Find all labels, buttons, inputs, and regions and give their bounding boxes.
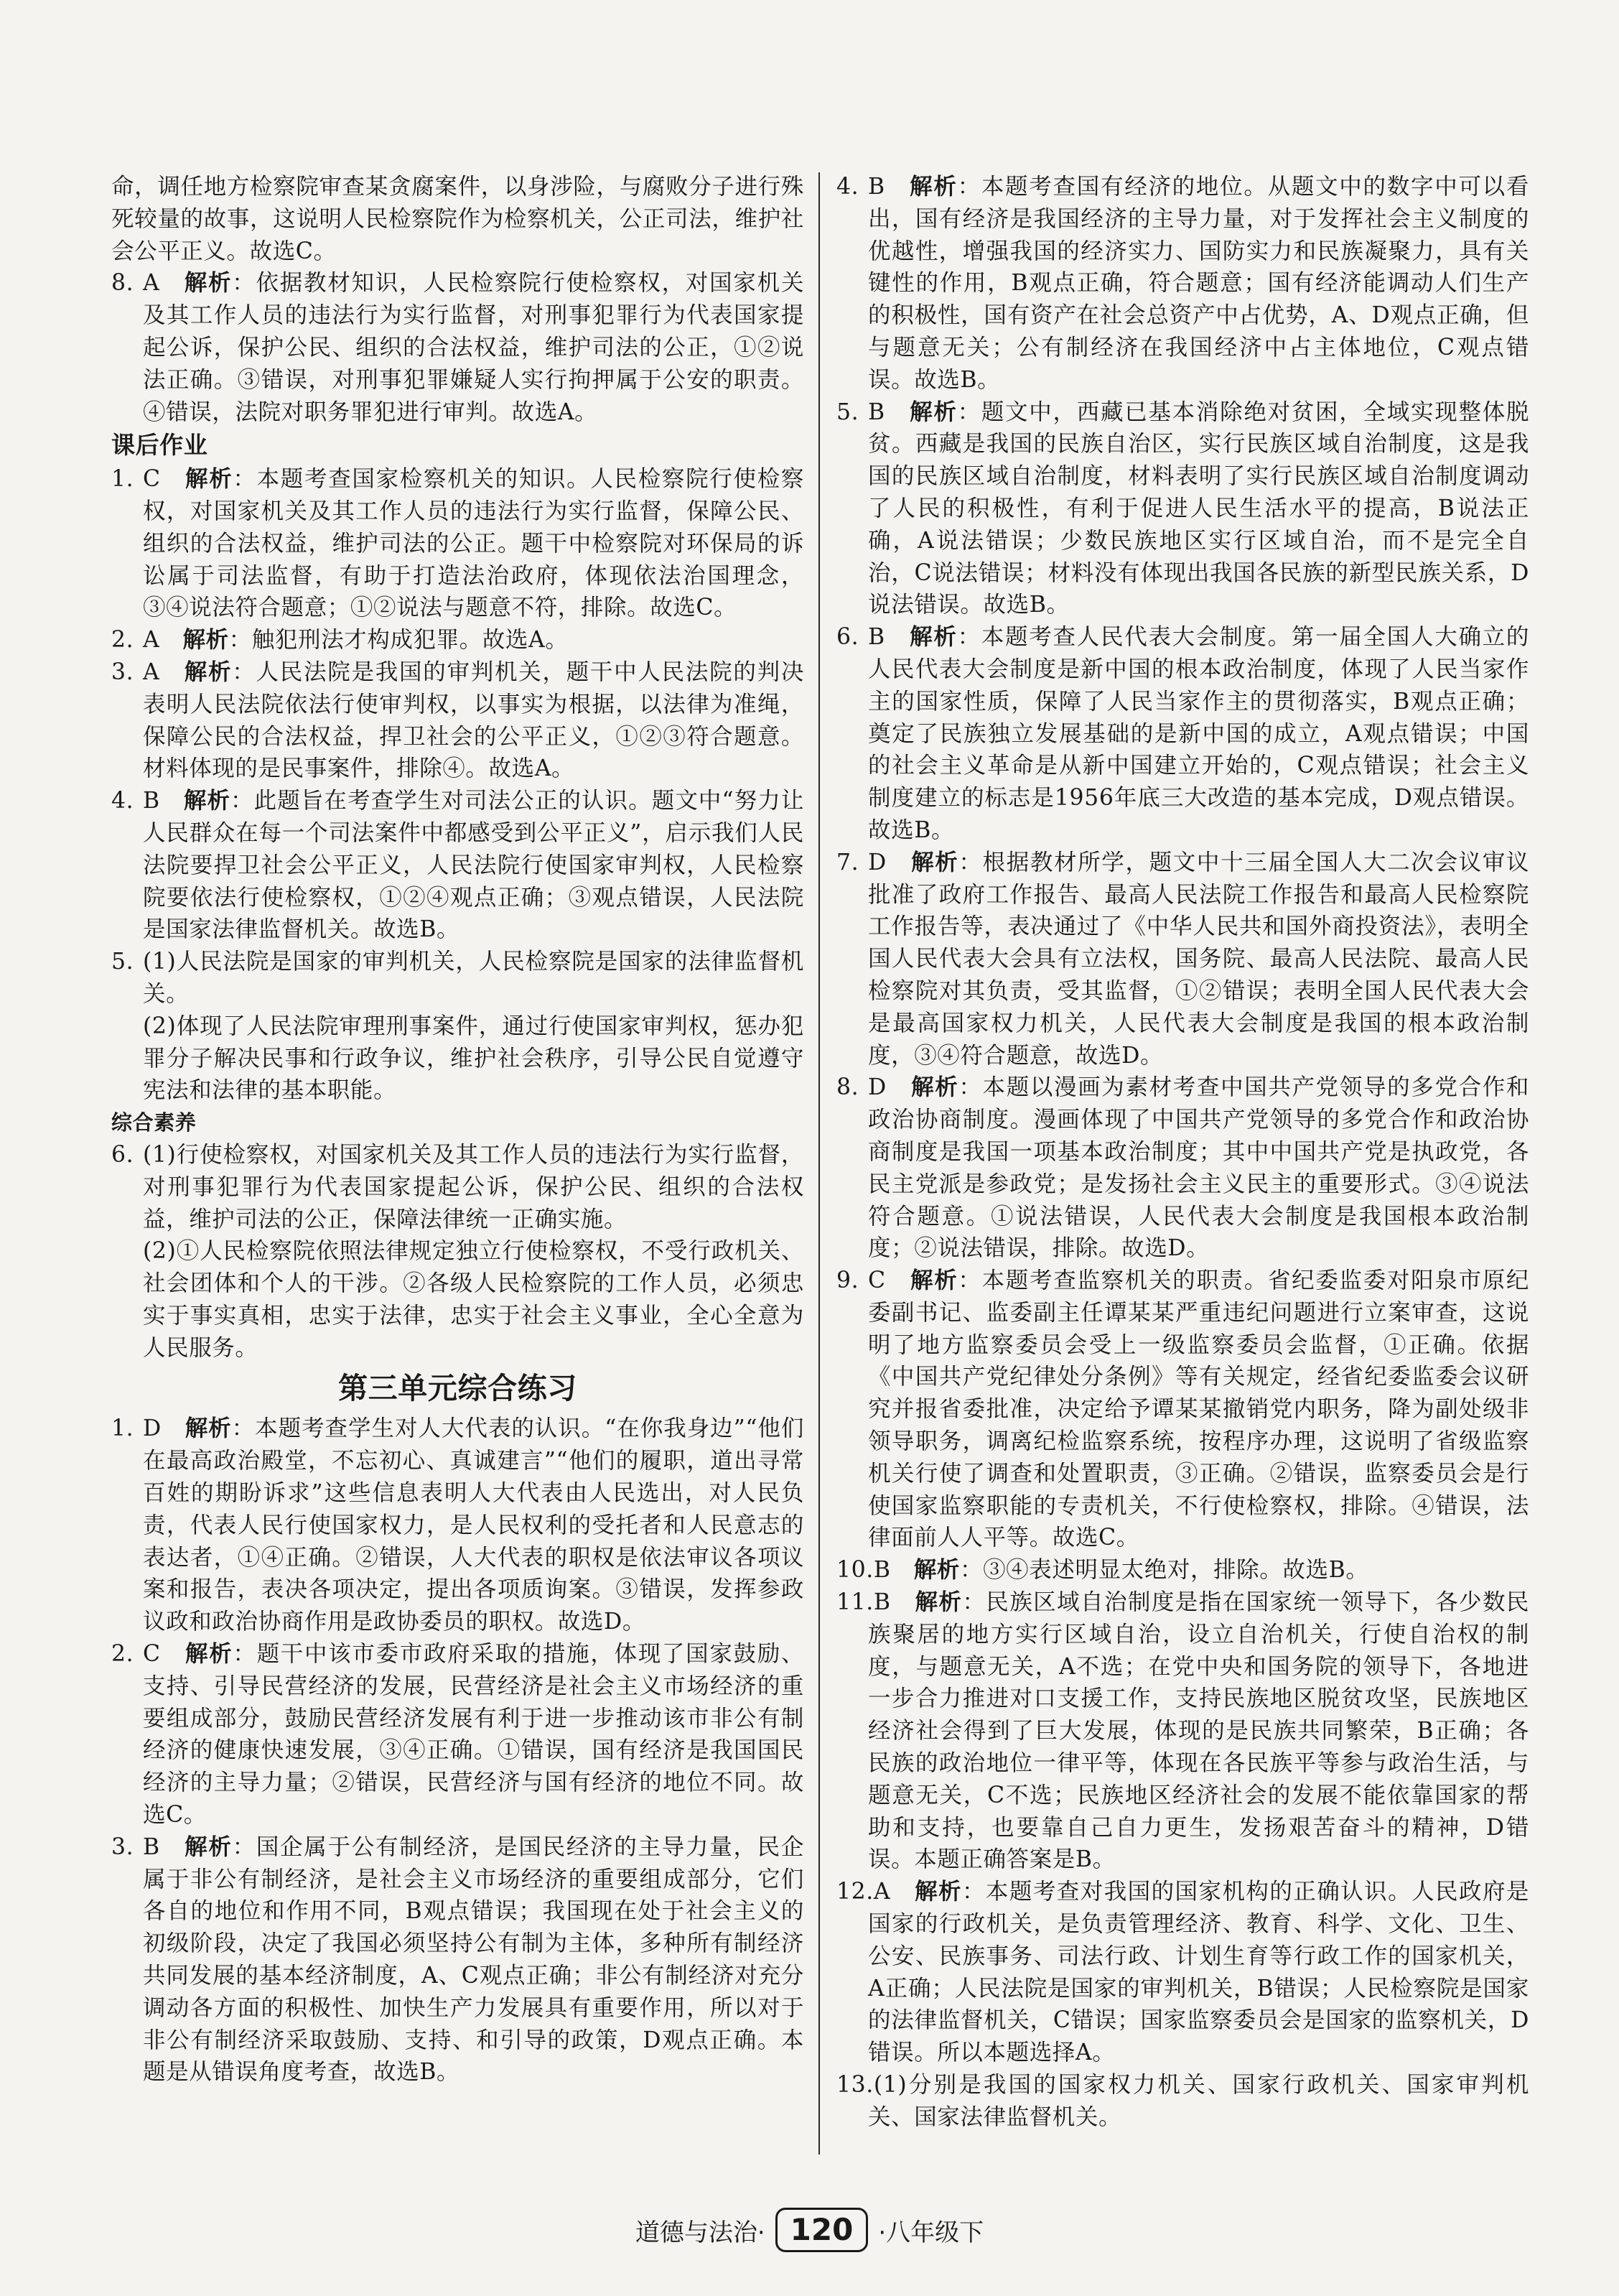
unit-item-8: 8. D 解析：本题以漫画为素材考查中国共产党领导的多党合作和政治协商制度。漫画体现了中国共产党领导的多党合作和政治协商制度是我国一项基本政治制度；其中中国共产党是执政党，各民主党派是参政党；是发扬社会主义民主的重要形式。③④说法符合题意。①说法错误，人民代表大会制度是我国根本政治制度；②说法错误，排除。故选D。: [836, 1074, 1529, 1262]
unit-item-6: 6. B 解析：本题考查人民代表大会制度。第一届全国人大确立的人民代表大会制度是新中国的根本政治制度，体现了人民当家作主的国家性质，保障了人民当家作主的贯彻落实，B观点正确；奠定了民族独立发展基础的是新中国的成立，A观点错误；中国的社会主义革命是从新中国建立开始的，C观点错误；社会主义制度建立的标志是1956年底三大改造的基本完成，D观点错误。故选B。: [836, 624, 1529, 843]
right-column: [836, 171, 1529, 2167]
homework-item-5-part-2: (2)体现了人民法院审理刑事案件，通过行使国家审判权，惩办犯罪分子解决民事和行政争议，维护社会秩序，引导公民自觉遵守宪法和法律的基本职能。: [143, 1013, 804, 1104]
section-heading-homework: 课后作业: [111, 431, 208, 460]
unit-title: 第三单元综合练习: [338, 1371, 577, 1406]
page-footer: [0, 2205, 1619, 2255]
homework-item-4: 4. B 解析：此题旨在考查学生对司法公正的认识。题文中“努力让人民群众在每一个司法案件中都感受到公平正义”，启示我们人民法院要捍卫社会公平正义，人民法院行使国家审判权，人民检察院要依法行使检察权，①②④观点正确；③观点错误，人民法院是国家法律监督机关。故选B。: [111, 788, 804, 943]
footer-subject: 道德与法治·: [635, 2218, 765, 2247]
homework-item-6-part-2: (2)①人民检察院依照法律规定独立行使检察权，不受行政机关、社会团体和个人的干涉。②各级人民检察院的工作人员，必须忠实于事实真相，忠实于法律，忠实于社会主义事业，全心全意为人民服务。: [143, 1238, 804, 1361]
unit-item-10: 10.B 解析：③④表述明显太绝对，排除。故选B。: [836, 1557, 1369, 1584]
unit-item-2: 2. C 解析：题干中该市委市政府采取的措施，体现了国家鼓励、支持、引导民营经济的发展，民营经济是社会主义市场经济的重要组成部分，鼓励民营经济发展有利于进一步推动该市非公有制经济的健康快速发展，③④正确。①错误，国有经济是我国国民经济的主导力量；②错误，民营经济与国有经济的地位不同。故选C。: [111, 1641, 804, 1828]
unit-item-11: 11.B 解析：民族区域自治制度是指在国家统一领导下，各少数民族聚居的地方实行区域自治，设立自治机关，行使自治权的制度，与题意无关，A不选；在党中央和国务院的领导下，各地进一步合力推进对口支援工作，支持民族地区脱贫攻坚，民族地区经济社会得到了巨大发展，体现的是民族共同繁荣，B正确；各民族的政治地位一律平等，体现在各民族平等参与政治生活，与题意无关，C不选；民族地区经济社会的发展不能依靠国家的帮助和支持，也要靠自己自力更生，发扬艰苦奋斗的精神，D错误。本题正确答案是B。: [836, 1589, 1529, 1873]
section-heading-comprehensive: 综合素养: [111, 1110, 197, 1135]
homework-item-3: 3. A 解析：人民法院是我国的审判机关，题干中人民法院的判决表明人民法院依法行使审判权，以事实为根据，以法律为准绳，保障公民的合法权益，捍卫社会的公平正义，①②③符合题意。材料体现的是民事案件，排除④。故选A。: [111, 659, 804, 782]
left-column: [111, 171, 804, 2167]
homework-item-6: 6. (1)行使检察权，对国家机关及其工作人员的违法行为实行监督，对刑事犯罪行为代表国家提起公诉，保护公民、组织的合法权益，维护司法的公正，保障法律统一正确实施。: [111, 1141, 804, 1232]
unit-item-9: 9. C 解析：本题考查监察机关的职责。省纪委监委对阳泉市原纪委副书记、监委副主任谭某某严重违纪问题进行立案审查，这说明了地方监察委员会受上一级监察委员会监督，①正确。依据《中国共产党纪律处分条例》等有关规定，经省纪委监委会议研究并报省委批准，决定给予谭某某撤销党内职务，降为副处级非领导职务，调离纪检监察系统，按程序办理，这说明了省级监察机关行使了调查和处置职责，③正确。②错误，监察委员会是行使国家监察职能的专责机关，不行使检察权，排除。④错误，法律面前人人平等。故选C。: [836, 1268, 1529, 1551]
intro-continuation: 命，调任地方检察院审查某贪腐案件，以身涉险，与腐败分子进行殊死较量的故事，这说明人民检察院作为检察机关，公正司法，维护社会公平正义。故选C。: [111, 174, 804, 264]
homework-item-1: 1. C 解析：本题考查国家检察机关的知识。人民检察院行使检察权，对国家机关及其工作人员的违法行为实行监督，保障公民、组织的合法权益，维护司法的公正。题干中检察院对环保局的诉讼属于司法监督，有助于打造法治政府，体现依法治国理念，③④说法符合题意；①②说法与题意不符，排除。故选C。: [111, 466, 804, 621]
page-number: 120: [775, 2208, 869, 2252]
unit-item-3: 3. B 解析：国企属于公有制经济，是国民经济的主导力量，民企属于非公有制经济，是社会主义市场经济的重要组成部分，它们各自的地位和作用不同，B观点错误；我国现在处于社会主义的初级阶段，决定了我国必须坚持公有制为主体，多种所有制经济共同发展的基本经济制度，A、C观点正确；非公有制经济对充分调动各方面的积极性、加快生产力发展具有重要作用，所以对于非公有制经济采取鼓励、支持、和引导的政策，D观点正确。本题是从错误角度考查，故选B。: [111, 1833, 804, 2086]
homework-item-5: 5. (1)人民法院是国家的审判机关，人民检察院是国家的法律监督机关。: [111, 949, 804, 1007]
column-divider: [818, 172, 820, 2155]
unit-item-1: 1. D 解析：本题考查学生对人大代表的认识。“在你我身边”“他们在最高政治殿堂，不忘初心、真诚建言”“他们的履职，道出寻常百姓的期盼诉求”这些信息表明人大代表由人民选出，对人民负责，代表人民行使国家权力，是人民权利的受托者和人民意志的表达者，①④正确。②错误，人大代表的职权是依法审议各项议案和报告，表决各项决定，提出各项质询案。③错误，发挥参政议政和政治协商作用是政协委员的职权。故选D。: [111, 1416, 804, 1635]
unit-item-13: 13.(1)分别是我国的国家权力机关、国家行政机关、国家审判机关、国家法律监督机关。: [836, 2072, 1529, 2130]
homework-item-2: 2. A 解析：触犯刑法才构成犯罪。故选A。: [111, 627, 569, 654]
unit-item-4: 4. B 解析：本题考查国有经济的地位。从题文中的数字中可以看出，国有经济是我国经济的主导力量，对于发挥社会主义制度的优越性，增强我国的经济实力、国防实力和民族凝聚力，具有关键性的作用，B观点正确，符合题意；国有经济能调动人们生产的积极性，国有资产在社会总资产中占优势，A、D观点正确，但与题意无关；公有制经济在我国经济中占主体地位，C观点错误。故选B。: [836, 174, 1529, 393]
unit-item-7: 7. D 解析：根据教材所学，题文中十三届全国人大二次会议审议批准了政府工作报告、最高人民法院工作报告和最高人民检察院工作报告等，表决通过了《中华人民共和国外商投资法》，表明全国人民代表大会具有立法权，国务院、最高人民法院、最高人民检察院对其负责，受其监督，①②错误；表明全国人民代表大会是最高国家权力机关，人民代表大会制度是我国的根本政治制度，③④符合题意，故选D。: [836, 849, 1529, 1069]
unit-item-5: 5. B 解析：题文中，西藏已基本消除绝对贫困，全域实现整体脱贫。西藏是我国的民族自治区，实行民族区域自治制度，这是我国的民族区域自治制度，材料表明了实行民族区域自治制度调动了人民的积极性，有利于促进人民生活水平的提高，B说法正确，A说法错误；少数民族地区实行区域自治，而不是完全自治，C说法错误；材料没有体现出我国各民族的新型民族关系，D说法错误。故选B。: [836, 399, 1529, 618]
unit-item-12: 12.A 解析：本题考查对我国的国家机构的正确认识。人民政府是国家的行政机关，是负责管理经济、教育、科学、文化、卫生、公安、民族事务、司法行政、计划生育等行政工作的国家机关，A正确；人民法院是国家的审判机关，B错误；人民检察院是国家的法律监督机关，C错误；国家监察委员会是国家的监察机关，D错误。所以本题选择A。: [836, 1879, 1529, 2066]
footer-grade: ·八年级下: [878, 2218, 984, 2247]
answer-item-8: 8. A 解析：依据教材知识，人民检察院行使检察权，对国家机关及其工作人员的违法行为实行监督，对刑事犯罪行为代表国家提起公诉，保护公民、组织的合法权益，维护司法的公正，①②说法正确。③错误，对刑事犯罪嫌疑人实行拘押属于公安的职责。④错误，法院对职务罪犯进行审判。故选A。: [111, 270, 804, 425]
